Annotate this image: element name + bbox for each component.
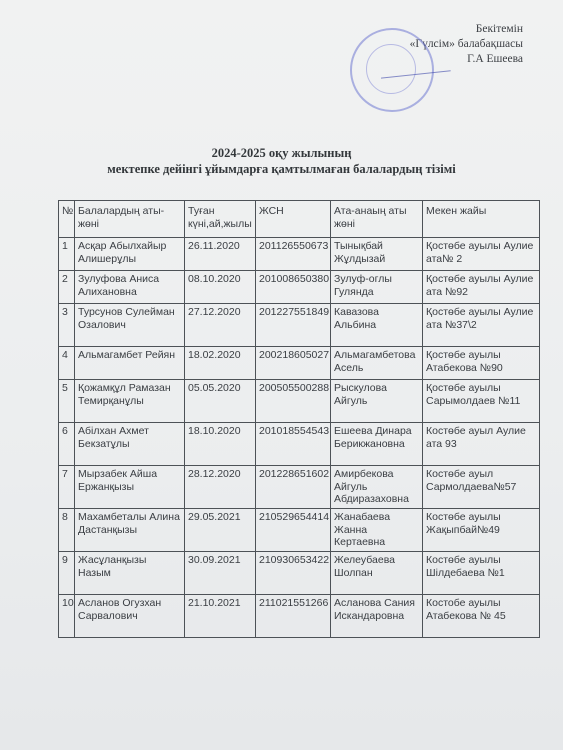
cell-birth-date: 18.10.2020 [185, 423, 256, 466]
table-row [59, 466, 540, 509]
cell-parent-name: Кавазова Альбина [331, 304, 423, 347]
table-row [59, 595, 540, 638]
cell-child-name: Асланов Огузхан Сарвалович [75, 595, 185, 638]
cell-address: Костөбе ауылы Жақыпбай№49 [423, 509, 540, 552]
cell-number: 9 [59, 552, 75, 595]
cell-parent-name: Тынықбай Жұлдызай [331, 238, 423, 271]
cell-parent-name: Рыскулова Айгуль [331, 380, 423, 423]
document-title [0, 145, 563, 177]
cell-iin: 201018554543 [256, 423, 331, 466]
cell-child-name: Зулуфова Аниса Алихановна [75, 271, 185, 304]
cell-number: 6 [59, 423, 75, 466]
table-row [59, 238, 540, 271]
cell-address: Костобе ауылы Атабекова № 45 [423, 595, 540, 638]
cell-number: 3 [59, 304, 75, 347]
cell-number: 7 [59, 466, 75, 509]
approval-line-3: Г.А Ешеева [467, 53, 523, 65]
header-parent-name: Ата-анаың аты жөні [331, 201, 423, 238]
cell-child-name: Абілхан Ахмет Бекзатұлы [75, 423, 185, 466]
cell-birth-date: 28.12.2020 [185, 466, 256, 509]
approval-line-1: Бекітемін [475, 23, 523, 35]
cell-iin: 201126550673 [256, 238, 331, 271]
title-line-2: мектепке дейінгі ұйымдарға қамтылмаған балалардың тізімі [107, 162, 456, 176]
approval-line-2: «Гүлсім» балабақшасы [409, 38, 523, 50]
header-birth-date: Туған күні,ай,жылы [185, 201, 256, 238]
cell-address: Қостөбе ауылы Аулие ата №37\2 [423, 304, 540, 347]
cell-child-name: Асқар Абылхайыр Алишерұлы [75, 238, 185, 271]
cell-child-name: Қожамқұл Рамазан Темирқанұлы [75, 380, 185, 423]
cell-parent-name: Амирбекова Айгуль Абдиразаховна [331, 466, 423, 509]
cell-address: Қостөбе ауылы Аулие ата №92 [423, 271, 540, 304]
cell-iin: 201227551849 [256, 304, 331, 347]
header-address: Мекен жайы [423, 201, 540, 238]
title-line-1: 2024-2025 оқу жылының [211, 146, 352, 160]
cell-iin: 210529654414 [256, 509, 331, 552]
header-child-name: Балалардың аты-жөні [75, 201, 185, 238]
cell-parent-name: Зулуф-оглы Гуляндa [331, 271, 423, 304]
cell-birth-date: 30.09.2021 [185, 552, 256, 595]
cell-iin: 201228651602 [256, 466, 331, 509]
cell-parent-name: Альмагамбетова Асель [331, 347, 423, 380]
cell-address: Костөбе ауыл Аулие ата 93 [423, 423, 540, 466]
cell-child-name: Турсунов Сулейман Озалович [75, 304, 185, 347]
cell-address: Қостөбе ауылы Сарымолдаев №11 [423, 380, 540, 423]
cell-birth-date: 08.10.2020 [185, 271, 256, 304]
cell-birth-date: 21.10.2021 [185, 595, 256, 638]
table-header-row [59, 201, 540, 238]
cell-iin: 201008650380 [256, 271, 331, 304]
cell-number: 5 [59, 380, 75, 423]
header-number: № [59, 201, 75, 238]
cell-birth-date: 29.05.2021 [185, 509, 256, 552]
cell-child-name: Жасұланқызы Назым [75, 552, 185, 595]
cell-number: 1 [59, 238, 75, 271]
cell-parent-name: Ешеева Динара Берикжановна [331, 423, 423, 466]
cell-parent-name: Асланова Сания Искандаровна [331, 595, 423, 638]
cell-iin: 210930653422 [256, 552, 331, 595]
cell-parent-name: Жанабаева Жанна Кертаевна [331, 509, 423, 552]
cell-number: 4 [59, 347, 75, 380]
children-list-table [58, 200, 540, 638]
table-row [59, 552, 540, 595]
table-row [59, 304, 540, 347]
cell-birth-date: 26.11.2020 [185, 238, 256, 271]
cell-address: Костөбе ауылы Шілдебаева №1 [423, 552, 540, 595]
cell-number: 10 [59, 595, 75, 638]
table-row [59, 423, 540, 466]
cell-iin: 200505500288 [256, 380, 331, 423]
table-row [59, 509, 540, 552]
cell-birth-date: 18.02.2020 [185, 347, 256, 380]
cell-birth-date: 27.12.2020 [185, 304, 256, 347]
table-row [59, 380, 540, 423]
cell-address: Қостөбе ауылы Аулие ата№ 2 [423, 238, 540, 271]
table-row [59, 271, 540, 304]
cell-iin: 200218605027 [256, 347, 331, 380]
cell-number: 2 [59, 271, 75, 304]
cell-child-name: Альмагамбет Рейян [75, 347, 185, 380]
cell-parent-name: Желеубаева Шолпан [331, 552, 423, 595]
cell-child-name: Мырзабек Айша Ержанқызы [75, 466, 185, 509]
cell-address: Қостөбе ауылы Атабекова №90 [423, 347, 540, 380]
cell-birth-date: 05.05.2020 [185, 380, 256, 423]
table-row [59, 347, 540, 380]
cell-iin: 211021551266 [256, 595, 331, 638]
cell-child-name: Махамбеталы Алина Дастанқызы [75, 509, 185, 552]
header-iin: ЖСН [256, 201, 331, 238]
cell-number: 8 [59, 509, 75, 552]
cell-address: Костөбе ауыл Сармолдаева№57 [423, 466, 540, 509]
